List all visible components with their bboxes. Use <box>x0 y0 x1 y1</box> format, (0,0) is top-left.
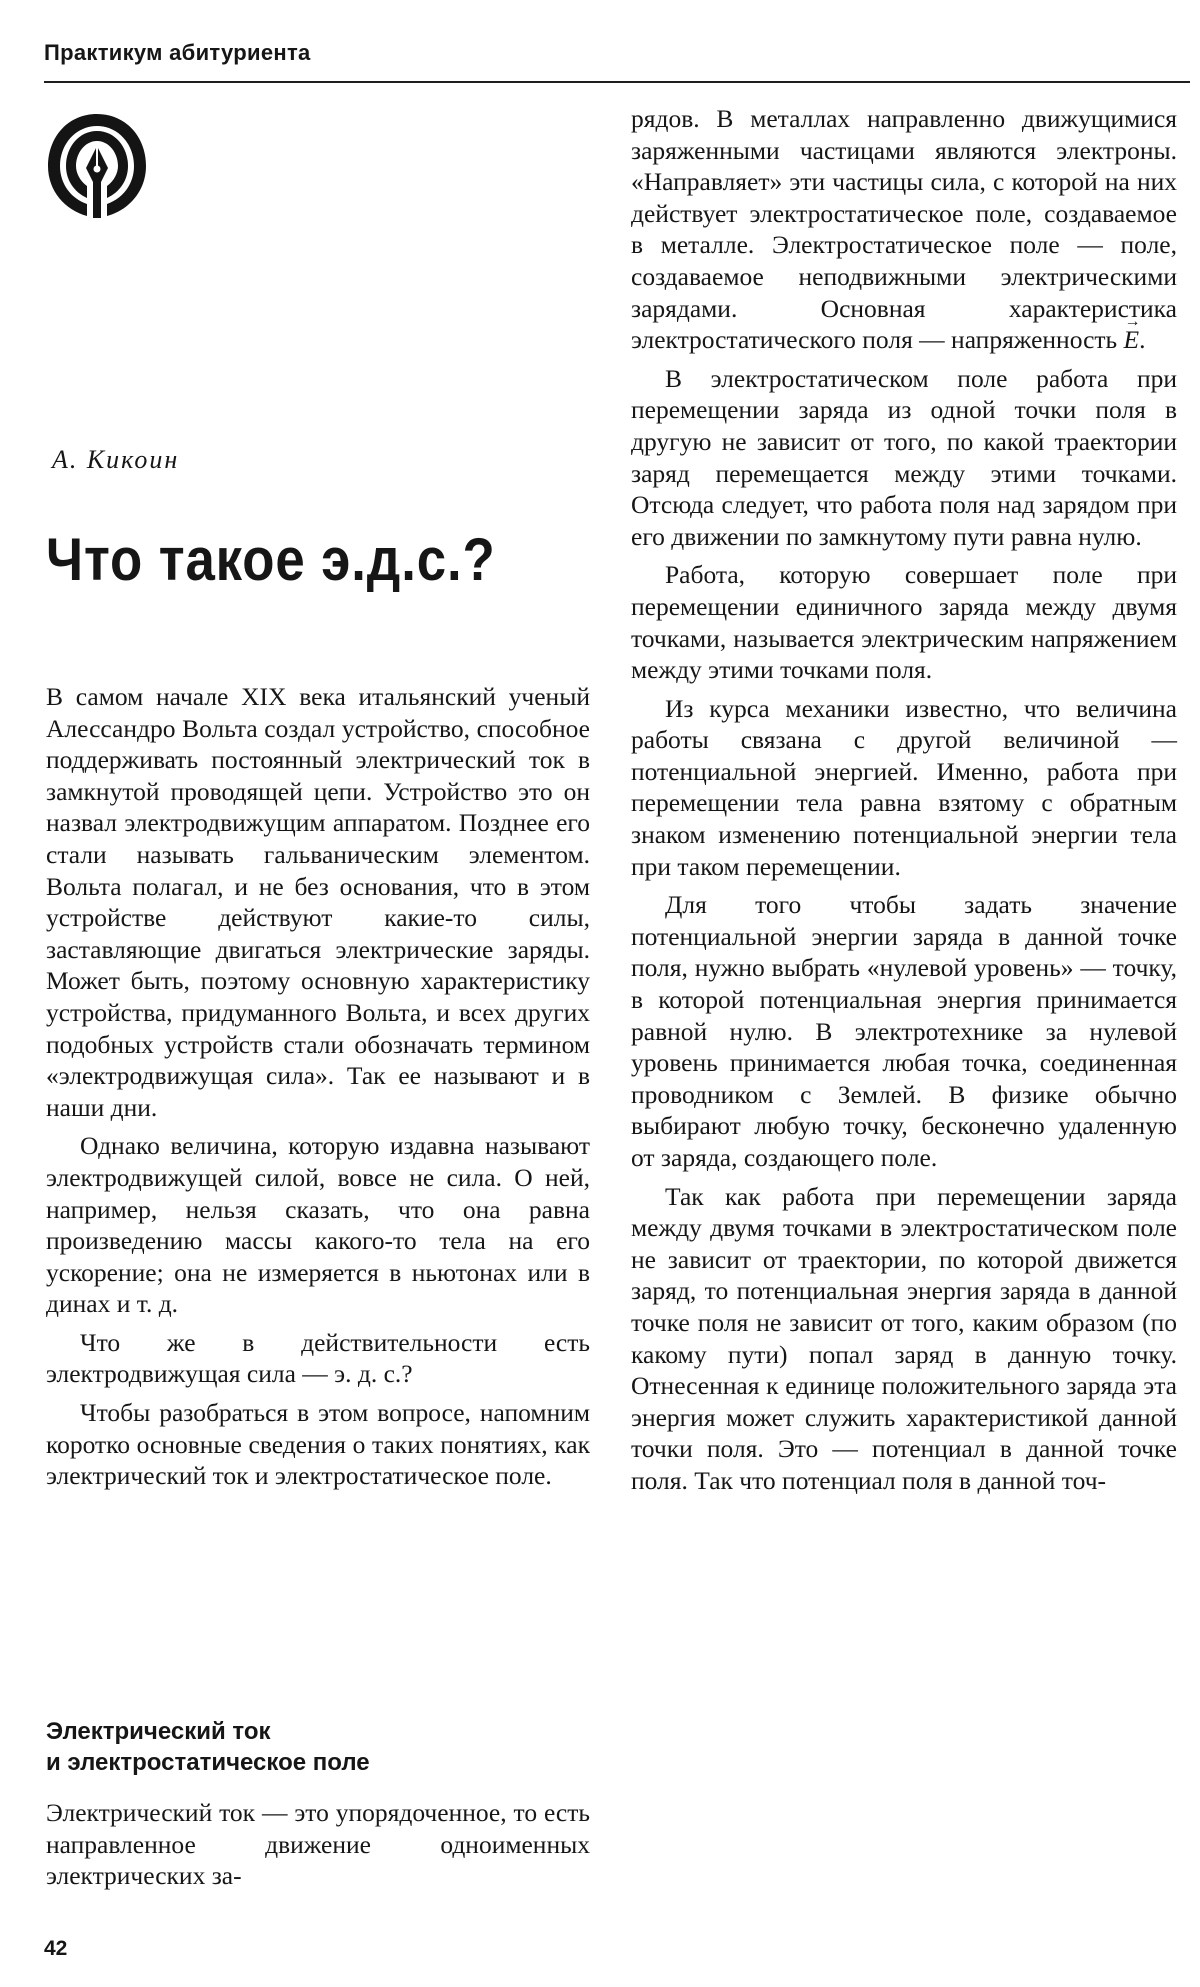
section-header: Практикум абитуриента <box>44 40 311 65</box>
paragraph: Из курса механики известно, что величина работы связана с другой величиной — потенциальной энергией. Именно, работа при перемещении тела равна взятому с обратным знаком изменению потенциальной энергии тела при таком перемещении. <box>631 693 1177 881</box>
right-column <box>631 103 1177 1497</box>
page-number: 42 <box>44 1937 68 1960</box>
subheading-line: и электростатическое поле <box>46 1749 370 1776</box>
paragraph: Так как работа при перемещении заряда между двумя точками в электростатическом поле не зависит от траектории, по которой движется заряд, то потенциальная энергия заряда в данной точке поля не зависит от того, каким образом (по какому пути) попал заряд в данную точку. Отнесенная к единице положительного заряда эта энергия может служить характеристикой данной точки поля. Это — потенциал в данной точке поля. Так что потенциал поля в данной точ- <box>631 1181 1177 1495</box>
paragraph: Работа, которую совершает поле при перемещении единичного заряда между двумя точками, называется электрическим напряжением между этими точками поля. <box>631 560 1177 685</box>
header-rule <box>44 81 1190 83</box>
paragraph: Что же в действительности есть электродвижущая сила — э. д. с.? <box>46 1327 590 1389</box>
left-column <box>46 681 590 1492</box>
paragraph: Электрический ток — это упорядоченное, то есть направленное движение одноименных электрических за- <box>46 1798 590 1891</box>
paragraph-text: рядов. В металлах направленно движущимися заряженными частицами являются электроны. «Направляет» эти частицы сила, с которой на них действует электростатическое поле, создаваемое в металле. Электростатическое поле — поле, создаваемое неподвижными электрическими зарядами. Основная характеристика электростатического поля — напряженность <box>631 104 1177 355</box>
section-subheading <box>46 1716 370 1778</box>
article-title: Что такое э.д.с.? <box>46 526 496 593</box>
left-column-continued <box>46 1797 590 1892</box>
subheading-line: Электрический ток <box>46 1718 271 1745</box>
paragraph: Однако величина, которую издавна называют электродвижущей силой, вовсе не сила. О ней, например, нельзя сказать, что она равна произведению массы какого-то тела на его ускорение; она не измеряется в ньютонах или в динах и т. д. <box>46 1131 590 1319</box>
fountain-pen-nib-emblem-icon <box>44 110 150 220</box>
paragraph: Для того чтобы задать значение потенциальной энергии заряда в данной точке поля, нужно выбрать «нулевой уровень» — точку, в которой потенциальная энергия принимается равной нулю. В электротехнике за нулевой уровень принимается любая точка, соединенная проводником с Землей. В физике обычно выбирают любую точку, бесконечно удаленную от заряда, создающего поле. <box>631 890 1177 1172</box>
paragraph: В электростатическом поле работа при перемещении заряда из одной точки поля в другую не зависит от того, по какой траектории заряд перемещается между этими точками. Отсюда следует, что работа поля над зарядом при его движении по замкнутому пути равна нулю. <box>631 363 1177 551</box>
paragraph: В самом начале XIX века итальянский ученый Алессандро Вольта создал устройство, способное поддерживать постоянный электрический ток в замкнутой проводящей цепи. Устройство это он назвал электродвижущим аппаратом. Позднее его стали называть гальваническим элементом. Вольта полагал, и не без основания, что в этом устройстве действуют какие-то силы, заставляющие двигаться электрические заряды. Может быть, поэтому основную характеристику устройства, придуманного Вольта, и всех других подобных устройств стали обозначать термином «электродвижущая сила». Так ее называют и в наши дни. <box>46 682 590 1122</box>
article-author: А. Кикоин <box>52 445 180 474</box>
field-vector-symbol: → E <box>1124 324 1140 356</box>
paragraph-end: . <box>1139 325 1146 355</box>
paragraph <box>631 103 1177 356</box>
paragraph: Чтобы разобраться в этом вопросе, напомним коротко основные сведения о таких понятиях, как электрический ток и электростатическое поле. <box>46 1398 590 1491</box>
